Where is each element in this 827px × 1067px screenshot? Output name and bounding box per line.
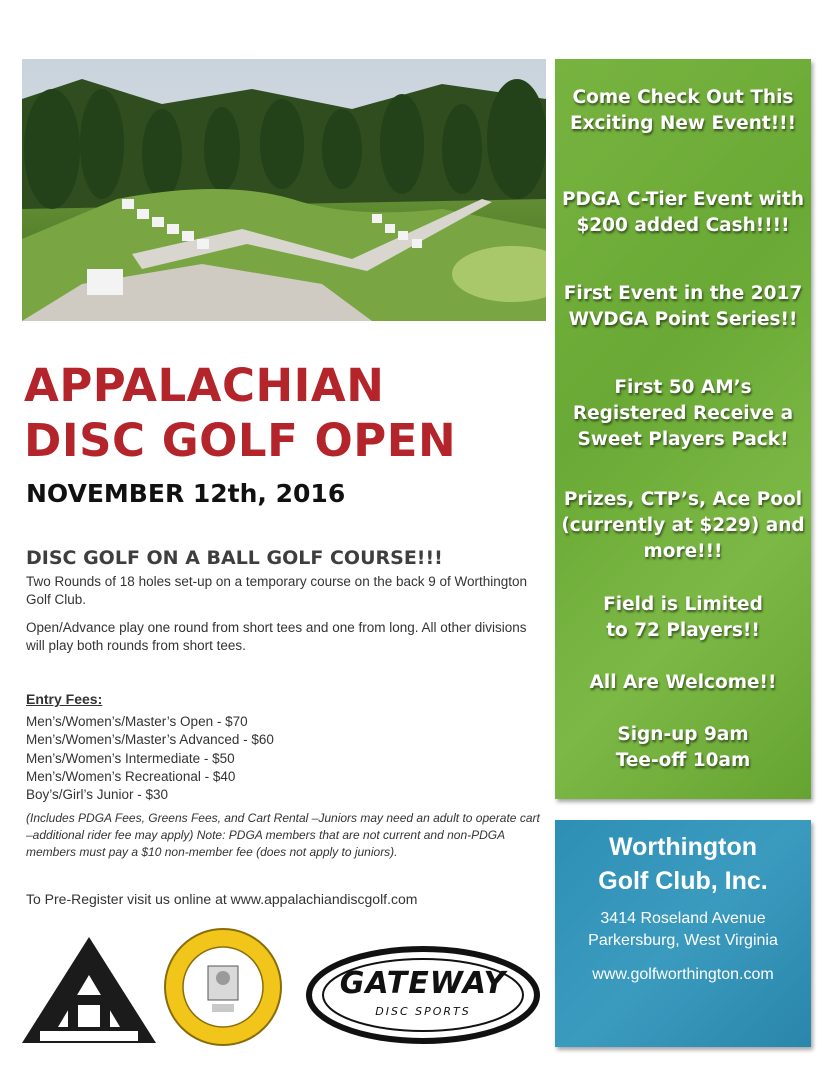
description-2: Open/Advance play one round from short tees and one from long. All other divisions will play both rounds from short tees. (26, 620, 527, 653)
promo-schedule: Sign-up 9am Tee-off 10am (615, 724, 751, 771)
preregister-text: To Pre-Register visit us online at www.appalachiandiscgolf.com (26, 891, 418, 907)
promo-panel (555, 59, 811, 799)
promo-come-check-out: Come Check Out This Exciting New Event!!! (569, 87, 797, 134)
fees-note: (Includes PDGA Fees, Greens Fees, and Cart Rental –Juniors may need an adult to operate cart –additional rider fee may apply) Note: PDGA members that are not current and non-PDGA members must pay a $10 non-member fee (does not apply to juniors). (26, 811, 540, 859)
club-info-panel (555, 820, 811, 1047)
description-1: Two Rounds of 18 holes set-up on a temporary course on the back 9 of Worthington Golf Club. (26, 574, 528, 607)
promo-players-pack: First 50 AM’s Registered Receive a Sweet Players Pack! (572, 377, 794, 450)
fee-item: Men’s/Women’s/Master’s Advanced - $60 (26, 732, 274, 748)
event-date: NOVEMBER 12th, 2016 (26, 479, 346, 508)
promo-all-welcome: All Are Welcome!! (589, 672, 777, 693)
wvdga-seal-logo (162, 926, 284, 1053)
adg-logo (20, 935, 158, 1050)
promo-first-event: First Event in the 2017 WVDGA Point Series!! (563, 283, 803, 330)
title-line-1: APPALACHIAN (24, 359, 385, 412)
fees-heading: Entry Fees: (26, 691, 103, 707)
club-name: Worthington Golf Club, Inc. (598, 833, 768, 895)
fee-item: Men’s/Women’s Recreational - $40 (26, 768, 236, 784)
club-website[interactable]: www.golfworthington.com (592, 966, 774, 983)
fee-item: Men’s/Women’s/Master’s Open - $70 (26, 714, 248, 729)
fees-list (26, 713, 274, 804)
headline: DISC GOLF ON A BALL GOLF COURSE!!! (26, 547, 443, 569)
promo-prizes: Prizes, CTP’s, Ace Pool (currently at $229) and more!!! (561, 489, 805, 562)
club-address: 3414 Roseland Avenue Parkersburg, West Virginia (588, 910, 778, 949)
golf-course-photo (22, 59, 546, 321)
svg-text:DISC SPORTS: DISC SPORTS (375, 1005, 471, 1018)
fee-item: Boy’s/Girl’s Junior - $30 (26, 787, 169, 803)
title-line-2: DISC GOLF OPEN (24, 414, 457, 467)
promo-pdga-c-tier: PDGA C-Tier Event with $200 added Cash!!!! (561, 189, 805, 236)
event-title (24, 358, 456, 468)
fee-item: Men’s/Women’s Intermediate - $50 (26, 750, 235, 766)
promo-field-limited: Field is Limited to 72 Players!! (603, 594, 763, 641)
svg-text:GATEWAY: GATEWAY (339, 966, 507, 1001)
gateway-disc-sports-logo (305, 945, 541, 1050)
